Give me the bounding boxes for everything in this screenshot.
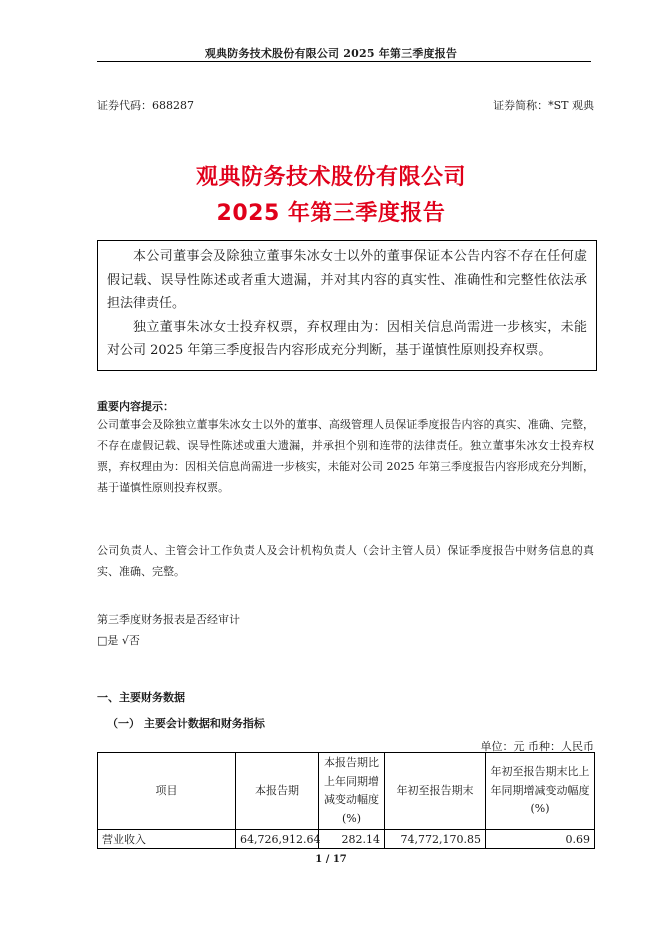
key-tips-paragraph-2: 公司负责人、主管会计工作负责人及会计机构负责人（会计主管人员）保证季度报告中财务信息的真实、准确、完整。 xyxy=(97,544,594,578)
table-header-cell: 年初至报告期末 xyxy=(385,753,486,830)
financial-indicators-table xyxy=(97,752,595,849)
notice-paragraph-2: 独立董事朱冰女士投弃权票，弃权理由为：因相关信息尚需进一步核实，未能对公司 2025 年第三季度报告内容形成充分判断，基于谨慎性原则投弃权票。 xyxy=(107,319,587,358)
table-header-cell: 年初至报告期末比上年同期增减变动幅度(%) xyxy=(486,753,595,830)
table-cell: 64,726,912.64 xyxy=(236,830,319,849)
table-header-cell: 本报告期比上年同期增减变动幅度(%) xyxy=(319,753,385,830)
header-rule xyxy=(97,61,591,62)
table-header-cell: 项目 xyxy=(98,753,236,830)
security-code: 证券代码：688287 xyxy=(97,99,194,112)
company-title: 观典防务技术股份有限公司 xyxy=(195,165,466,190)
subsection-accounting-indicators: （一） 主要会计数据和财务指标 xyxy=(107,717,265,730)
audit-options: □是 √否 xyxy=(97,634,140,647)
table-cell: 282.14 xyxy=(319,830,385,849)
key-tips-paragraph-1: 公司董事会及除独立董事朱冰女士以外的董事、高级管理人员保证季度报告内容的真实、准确、完整，不存在虚假记载、误导性陈述或重大遗漏，并承担个别和连带的法律责任。独立董事朱冰女士投弃权票，弃权理由为：因相关信息尚需进一步核实，未能对公司 2025 年第三季度报告内容形成充分判断，基于谨慎性原则投弃权票。 xyxy=(97,418,594,494)
table-header-row xyxy=(98,753,595,830)
page-number: 1 / 17 xyxy=(315,854,347,865)
table-cell: 74,772,170.85 xyxy=(385,830,486,849)
security-abbreviation: 证券简称：*ST 观典 xyxy=(493,99,594,112)
running-header: 观典防务技术股份有限公司 2025 年第三季度报告 xyxy=(204,47,458,60)
key-tips-heading: 重要内容提示： xyxy=(97,400,174,413)
table-cell: 营业收入 xyxy=(98,830,236,849)
unit-currency-note: 单位：元 币种：人民币 xyxy=(480,740,594,753)
table-header-cell: 本报告期 xyxy=(236,753,319,830)
section-main-financial-data: 一、主要财务数据 xyxy=(97,691,185,704)
audit-question: 第三季度财务报表是否经审计 xyxy=(97,613,240,626)
notice-paragraph-1: 本公司董事会及除独立董事朱冰女士以外的董事保证本公告内容不存在任何虚假记载、误导性陈述或者重大遗漏，并对其内容的真实性、准确性和完整性依法承担法律责任。 xyxy=(107,249,587,311)
report-title: 2025 年第三季度报告 xyxy=(216,201,446,226)
table-cell: 0.69 xyxy=(486,830,595,849)
board-notice-box xyxy=(97,240,597,371)
table-row xyxy=(98,830,595,849)
